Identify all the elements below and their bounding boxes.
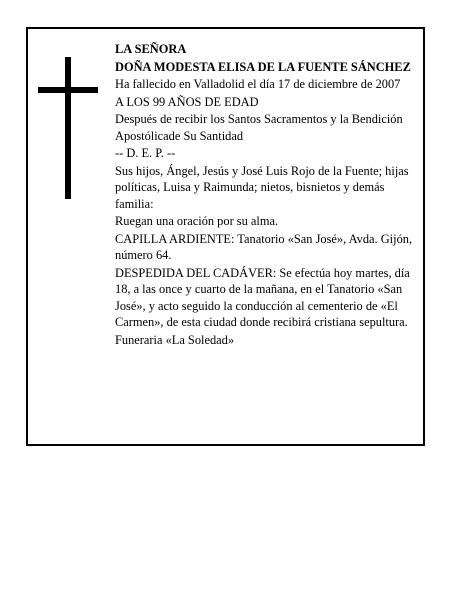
funeral-home-line: Funeraria «La Soledad» (115, 332, 235, 347)
farewell-line: DESPEDIDA DEL CADÁVER: Se efectúa hoy martes, día 18, a las once y cuarto de la mañana, en el Tanatorio «San José», y acto seguido la conducción al cementerio de «El Carmen», de esta ciudad donde recibirá cristiana sepultura. (115, 265, 410, 329)
notice-body (115, 41, 421, 349)
cross-horizontal-bar (38, 87, 98, 93)
sacraments-line: Después de recibir los Santos Sacramentos y la Bendición Apostólicade Su Santidad (115, 112, 403, 143)
cross-vertical-bar (65, 57, 71, 199)
chapel-line: CAPILLA ARDIENTE: Tanatorio «San José», Avda. Gijón, número 64. (115, 231, 413, 262)
notice-title: LA SEÑORA (115, 42, 187, 56)
family-line: Sus hijos, Ángel, Jesús y José Luis Rojo de la Fuente; hijas políticas, Luisa y Raimunda; nietos, bisnietos y demás familia: (115, 163, 409, 211)
prayer-line: Ruegan una oración por su alma. (115, 214, 279, 228)
deceased-name: DOÑA MODESTA ELISA DE LA FUENTE SÁNCHEZ (115, 59, 411, 74)
rip-line: -- D. E. P. -- (115, 146, 176, 160)
death-announcement: Ha fallecido en Valladolid el día 17 de diciembre de 2007 (115, 77, 401, 91)
latin-cross-icon (38, 57, 98, 199)
age-line: A LOS 99 AÑOS DE EDAD (115, 94, 259, 109)
obituary-notice (26, 27, 425, 446)
